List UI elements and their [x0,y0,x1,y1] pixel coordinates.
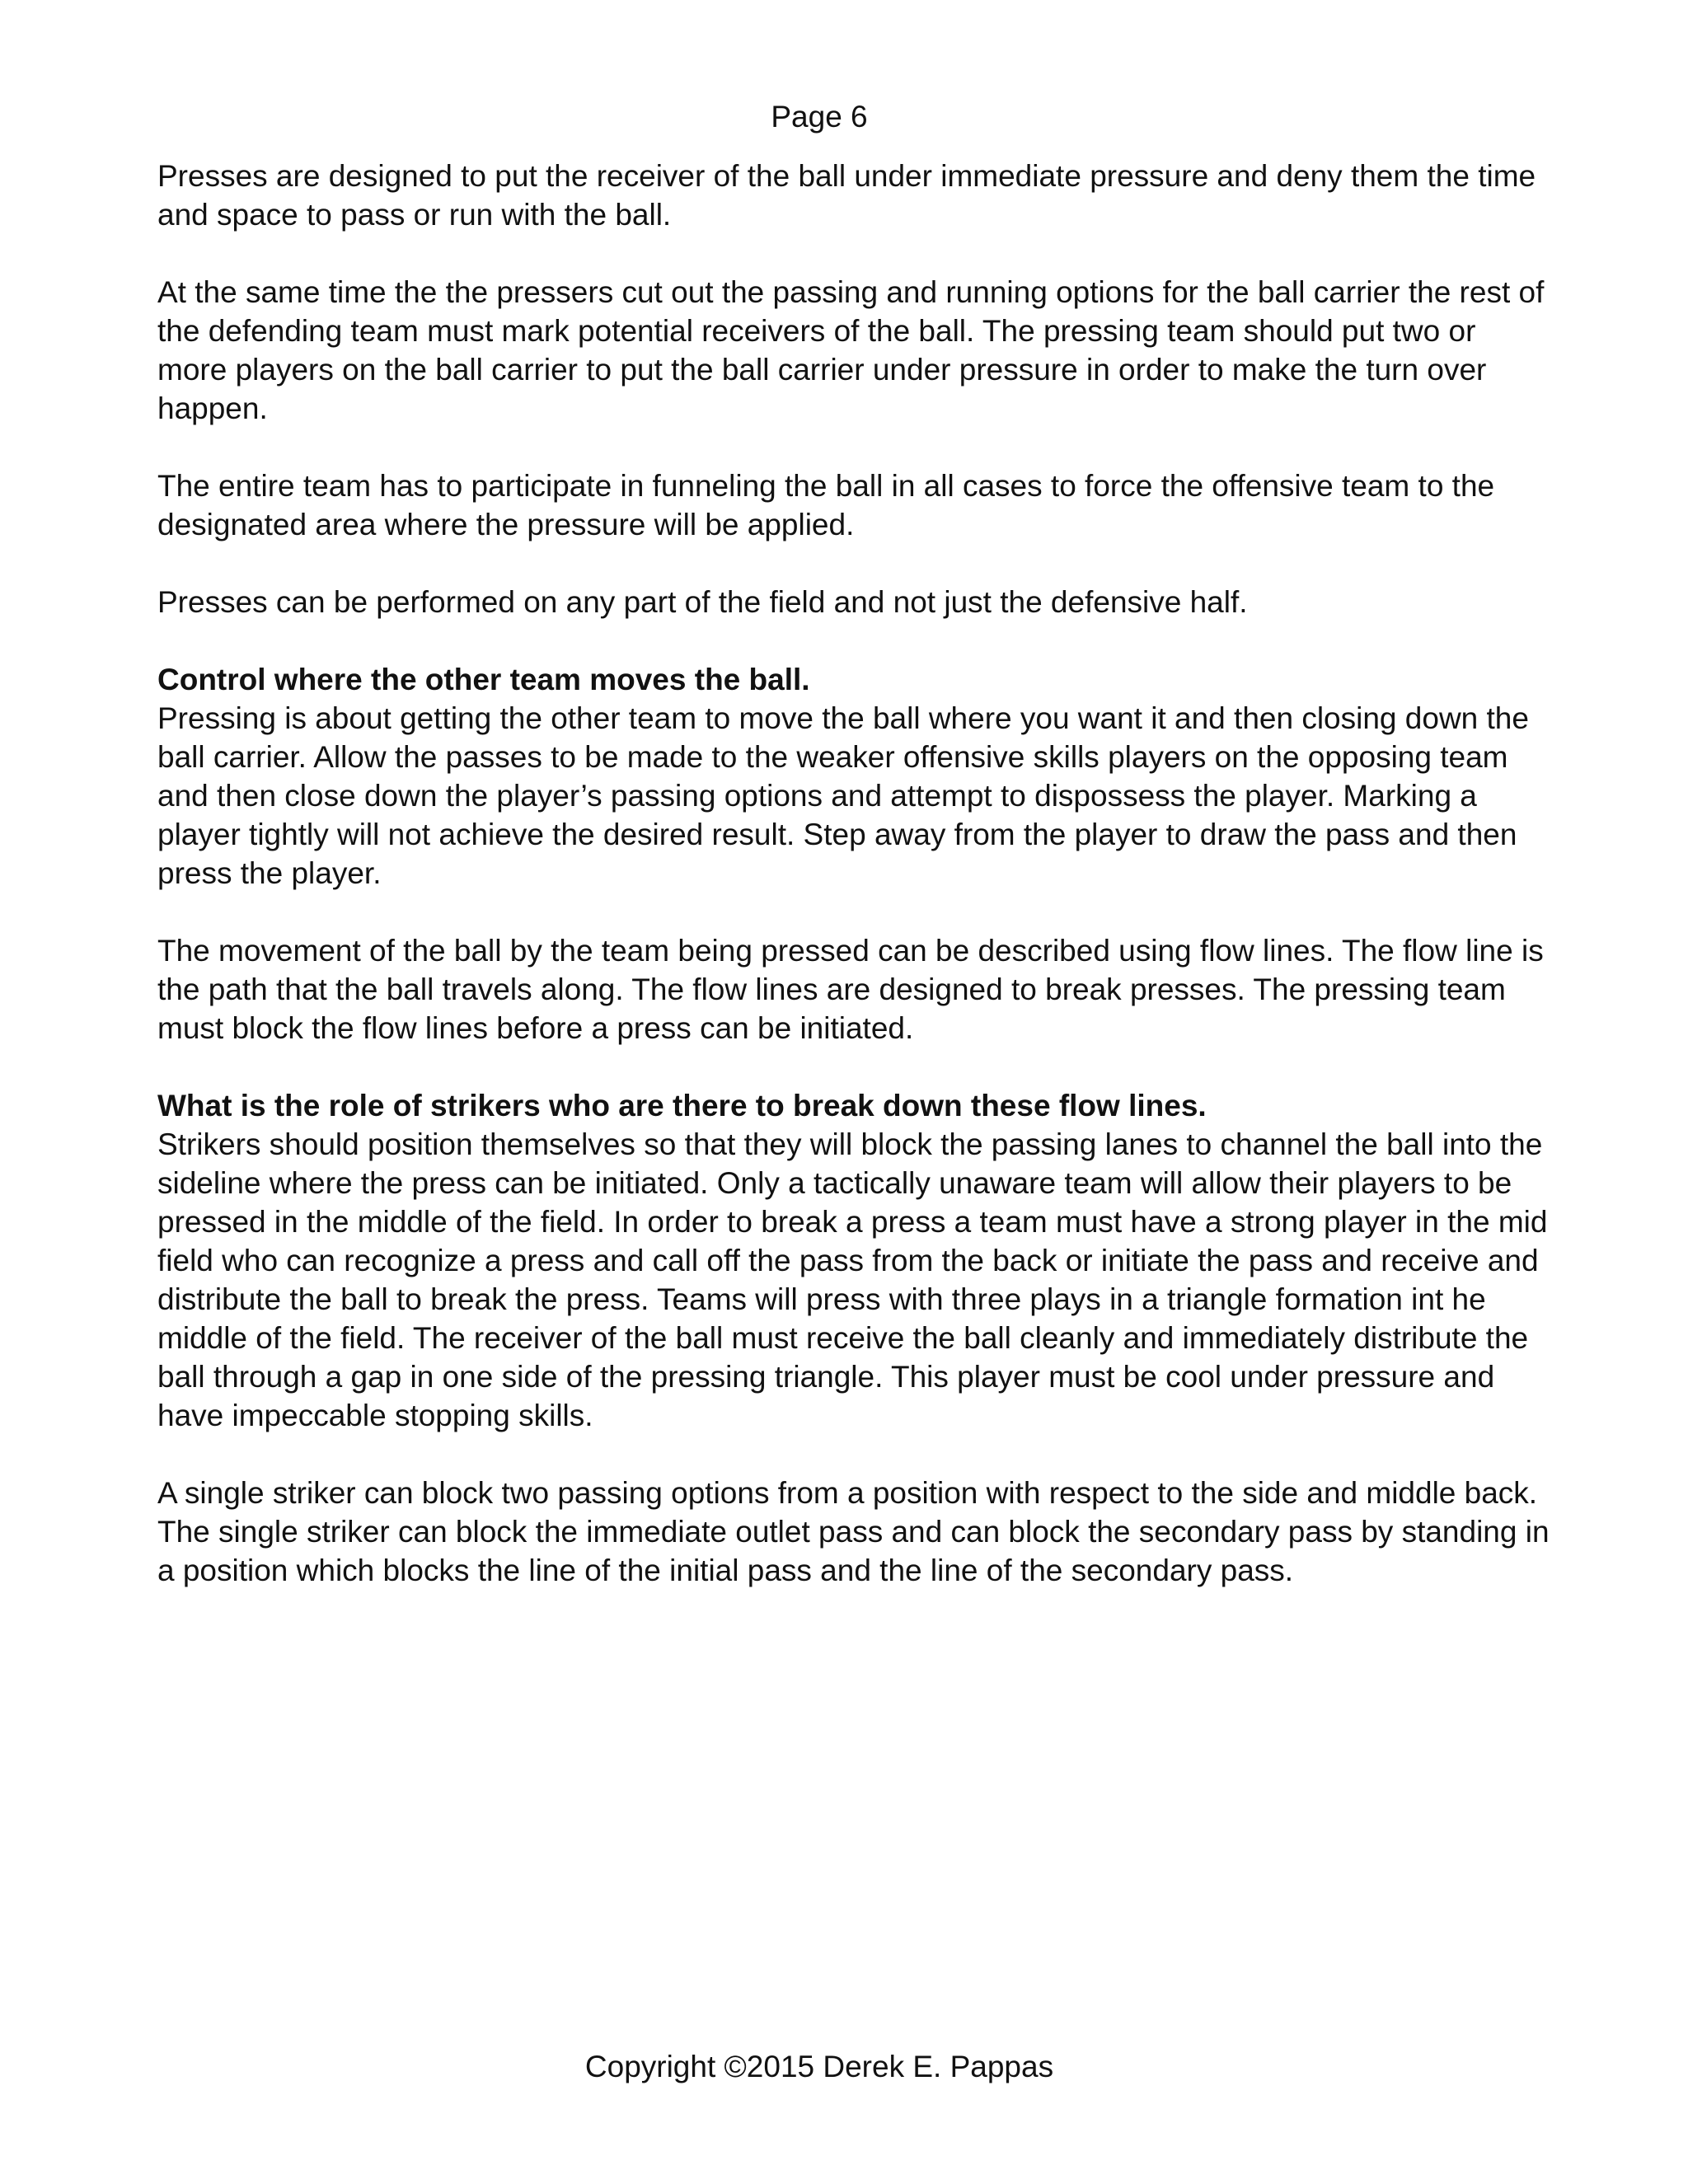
body-text [157,157,1550,1629]
section-control-ball [157,660,1550,893]
section-heading-strikers-role: What is the role of strikers who are there to break down these flow lines. [157,1089,1207,1122]
paragraph-presses-purpose: Presses are designed to put the receiver of the ball under immediate pressure and deny them the time and space to pass or run with the ball. [157,159,1536,232]
paragraph-funneling: The entire team has to participate in funneling the ball in all cases to force the offensive team to the designated area where the pressure will be applied. [157,469,1495,541]
paragraph-strikers-positioning: Strikers should position themselves so that they will block the passing lanes to channel the ball into the sideline where the press can be initiated. Only a tactically unaware team will allow their players to be pressed in the middle of the field. In order to break a press a team must have a strong player in the mid field who can recognize a press and call off the pass from the back or initiate the pass and receive and distribute the ball to break the press. Teams will press with three plays in a triangle formation int he middle of the field. The receiver of the ball must receive the ball cleanly and immediately distribute the ball through a gap in one side of the pressing triangle. This player must be cool under pressure and have impeccable stopping skills. [157,1127,1548,1432]
paragraph-pressing-about: Pressing is about getting the other team to move the ball where you want it and then closing down the ball carrier. Allow the passes to be made to the weaker offensive skills players on the opposing team and then close down the player’s passing options and attempt to dispossess the player. Marking a player tightly will not achieve the desired result. Step away from the player to draw the pass and then press the player. [157,701,1529,890]
section-strikers-role [157,1086,1550,1435]
paragraph-flow-lines: The movement of the ball by the team being pressed can be described using flow lines. The flow line is the path that the ball travels along. The flow lines are designed to break presses. The pressing team must block the flow lines before a press can be initiated. [157,934,1544,1045]
paragraph-pressers-marking: At the same time the the pressers cut out the passing and running options for the ball carrier the rest of the defending team must mark potential receivers of the ball. The pressing team should put two or more players on the ball carrier to put the ball carrier under pressure in order to make the turn over happen. [157,275,1545,425]
paragraph-single-striker: A single striker can block two passing options from a position with respect to the side and middle back. The single striker can block the immediate outlet pass and can block the secondary pass by standing in a position which blocks the line of the initial pass and the line of the secondary pass. [157,1476,1550,1587]
page-number: Page 6 [771,100,868,134]
copyright-footer: Copyright ©2015 Derek E. Pappas [584,2050,1054,2083]
section-heading-control-ball: Control where the other team moves the ball. [157,663,810,696]
paragraph-field-coverage: Presses can be performed on any part of the field and not just the defensive half. [157,585,1248,619]
